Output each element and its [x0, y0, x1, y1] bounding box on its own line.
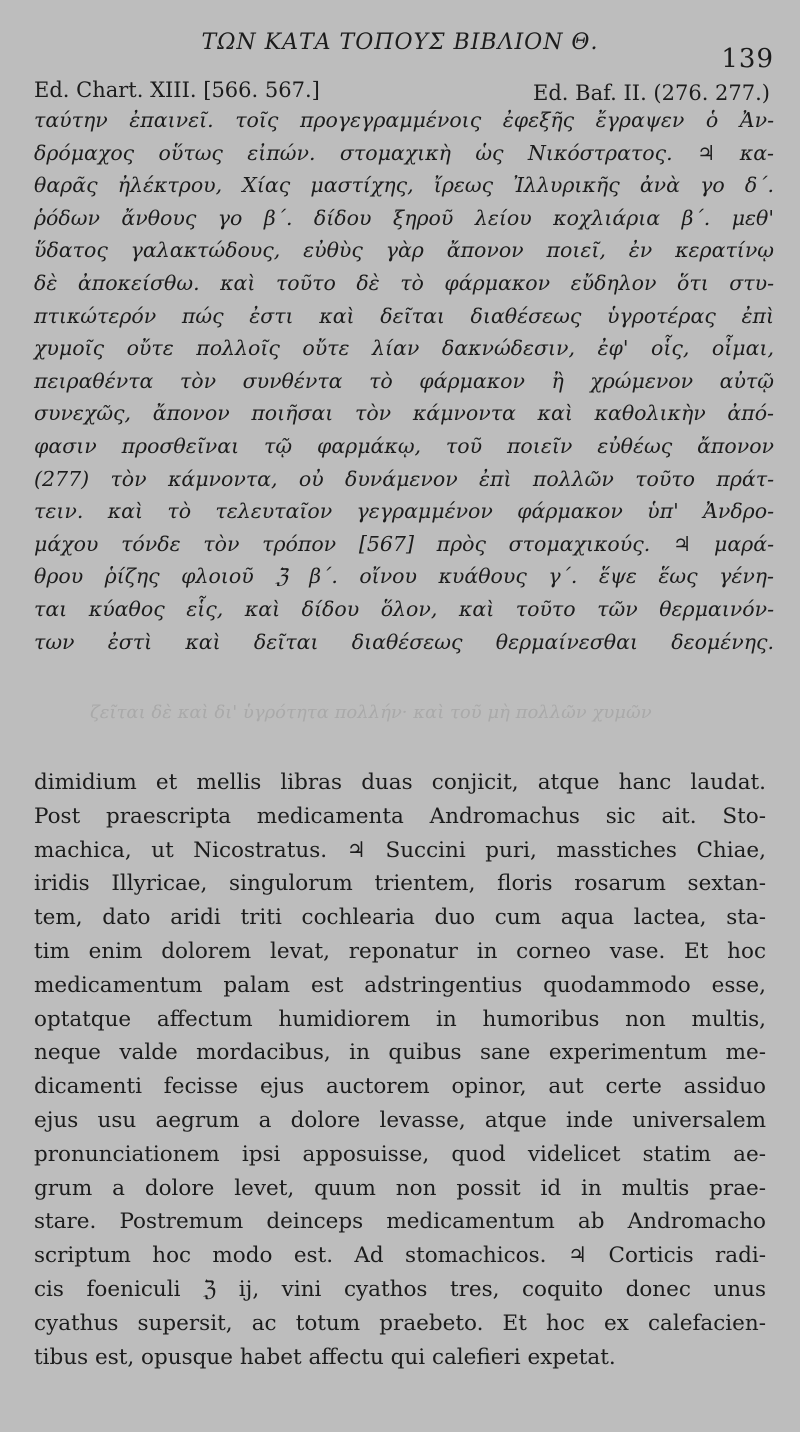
latin-line: scriptum hoc modo est. Ad stomachicos. ♃ Corticis radi-	[34, 1243, 766, 1269]
latin-line: dicamenti fecisse ejus auctorem opinor, aut certe assiduo	[34, 1074, 766, 1100]
greek-line: συνεχῶς, ἄπονον ποιῆσαι τὸν κάμνοντα καὶ καθολικὴν ἀπό-	[34, 401, 774, 426]
running-title: ΤΩΝ ΚΑΤΑ ΤΟΠΟΥΣ ΒΙΒΛΙΟΝ Θ.	[201, 30, 599, 55]
greek-line: πτικώτερόν πώς ἐστι καὶ δεῖται διαθέσεως ὑγροτέρας ἐπὶ	[34, 303, 774, 328]
latin-line: tibus est, opusque habet affectu qui calefieri expetat.	[34, 1344, 616, 1370]
greek-line: δὲ ἀποκείσθω. καὶ τοῦτο δὲ τὸ φάρμακον εὔδηλον ὅτι στυ-	[34, 270, 774, 295]
edition-reference-basel: Ed. Baf. II. (276. 277.)	[533, 81, 770, 105]
greek-text-block	[34, 104, 774, 658]
greek-line: ταύτην ἐπαινεῖ. τοῖς προγεγραμμένοις ἐφεξῆς ἔγραψεν ὁ Ἀν-	[34, 108, 774, 132]
latin-line: neque valde mordacibus, in quibus sane experimentum me-	[34, 1040, 766, 1066]
greek-line: θαρᾶς ἠλέκτρου, Χίας μαστίχης, ἴρεως Ἰλλυρικῆς ἀνὰ γο δ΄.	[34, 173, 774, 198]
latin-line: dimidium et mellis libras duas conjicit, atque hanc laudat.	[34, 770, 766, 795]
greek-line: μάχου τόνδε τὸν τρόπον [567] πρὸς στομαχικούς. ♃ μαρά-	[34, 531, 774, 556]
greek-line: των ἐστὶ καὶ δεῖται διαθέσεως θερμαίνεσθαι δεομένης.	[34, 629, 774, 654]
latin-line: machica, ut Nicostratus. ♃ Succini puri, masstiches Chiae,	[34, 837, 766, 863]
latin-line: grum a dolore levet, quum non possit id in multis prae-	[34, 1175, 766, 1201]
greek-line: χυμοῖς οὔτε πολλοῖς οὔτε λίαν δακνώδεσιν, ἐφ' οἷς, οἶμαι,	[34, 336, 774, 361]
latin-line: tim enim dolorem levat, reponatur in corneo vase. Et hoc	[34, 938, 766, 964]
greek-line: πειραθέντα τὸν συνθέντα τὸ φάρμακον ἢ χρώμενον αὐτῷ	[34, 368, 774, 393]
latin-line: cyathus supersit, ac totum praebeto. Et hoc ex calefacien-	[34, 1310, 766, 1336]
greek-line: ται κύαθος εἷς, καὶ δίδου ὅλον, καὶ τοῦτο τῶν θερμαινόν-	[34, 596, 774, 621]
show-through-text: ζεῖται δὲ καὶ δι' ὑγρότητα πολλήν· καὶ τοῦ μὴ πολλῶν χυμῶν	[90, 702, 652, 723]
latin-text-block	[34, 766, 766, 1374]
greek-line: φασιν προσθεῖναι τῷ φαρμάκῳ, τοῦ ποιεῖν εὐθέως ἄπονον	[34, 433, 774, 458]
greek-line: (277) τὸν κάμνοντα, οὐ δυνάμενον ἐπὶ πολλῶν τοῦτο πράτ-	[34, 466, 774, 491]
page-number: 139	[721, 44, 774, 74]
latin-line: tem, dato aridi triti cochlearia duo cum aqua lactea, sta-	[34, 905, 766, 931]
latin-line: cis foeniculi ℨ ij, vini cyathos tres, coquito donec unus	[34, 1276, 766, 1302]
greek-line: ῥόδων ἄνθους γο β΄. δίδου ξηροῦ λείου κοχλιάρια β΄. μεθ'	[34, 205, 774, 230]
latin-line: iridis Illyricae, singulorum trientem, floris rosarum sextan-	[34, 871, 766, 897]
latin-line: pronunciationem ipsi apposuisse, quod videlicet statim ae-	[34, 1141, 766, 1167]
greek-line: δρόμαχος οὕτως εἰπών. στομαχικὴ ὡς Νικόστρατος. ♃ κα-	[34, 140, 774, 165]
latin-line: stare. Postremum deinceps medicamentum ab Andromacho	[34, 1209, 766, 1235]
latin-line: medicamentum palam est adstringentius quodammodo esse,	[34, 972, 766, 998]
latin-line: Post praescripta medicamenta Andromachus sic ait. Sto-	[34, 803, 766, 829]
greek-line: ὕδατος γαλακτώδους, εὐθὺς γὰρ ἄπονον ποιεῖ, ἐν κερατίνῳ	[34, 238, 774, 263]
latin-line: optatque affectum humidiorem in humoribus non multis,	[34, 1006, 766, 1032]
greek-line: τειν. καὶ τὸ τελευταῖον γεγραμμένον φάρμακον ὑπ' Ἀνδρο-	[34, 499, 774, 524]
latin-line: ejus usu aegrum a dolore levasse, atque inde universalem	[34, 1107, 766, 1133]
greek-line: θρου ῥίζης φλοιοῦ ℨ β΄. οἴνου κυάθους γ΄. ἕψε ἕως γένη-	[34, 564, 774, 589]
edition-reference-chartier: Ed. Chart. XIII. [566. 567.]	[34, 78, 320, 102]
